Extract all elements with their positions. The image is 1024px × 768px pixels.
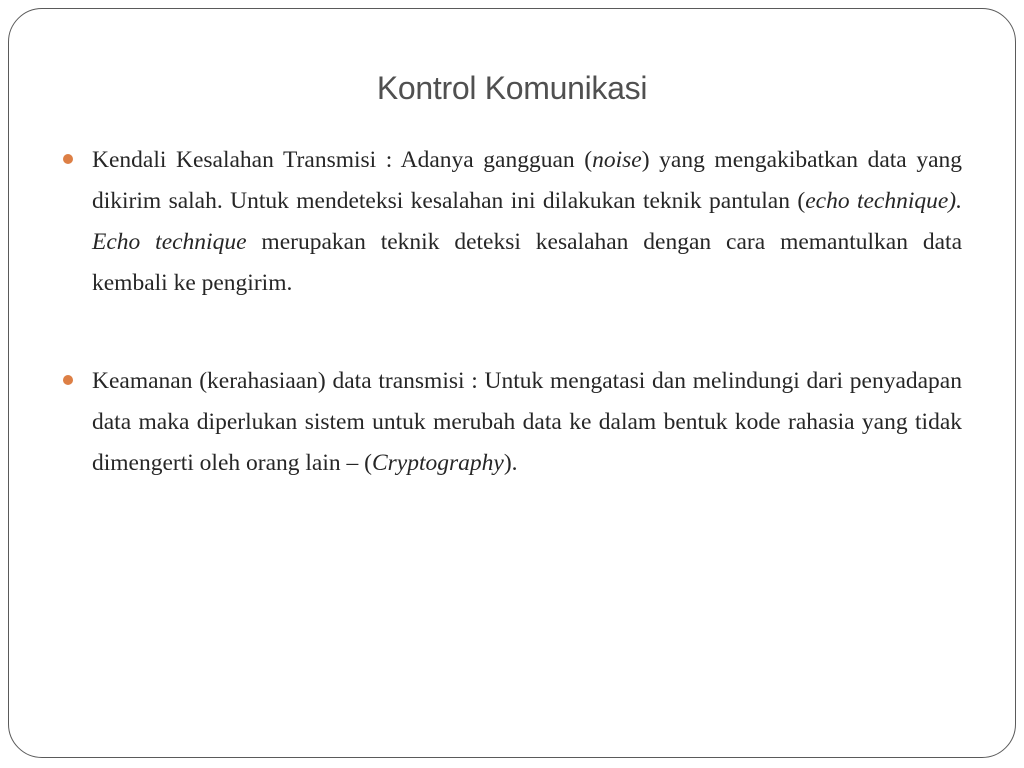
bullet-dot-icon bbox=[63, 375, 73, 385]
bullet-text: ) yang mengakibatkan data yang dikirim salah. Untuk mendeteksi kesalahan ini dilakukan teknik pantulan ( bbox=[92, 147, 963, 214]
bullet-transmission-error-control bbox=[92, 140, 962, 304]
slide-title: Kontrol Komunikasi bbox=[376, 70, 648, 106]
bullet-list bbox=[92, 140, 962, 484]
bullet-italic-term: noise bbox=[592, 147, 642, 173]
bullet-italic-term: echo technique). Echo technique bbox=[92, 188, 962, 255]
bullet-dot-icon bbox=[63, 154, 73, 164]
bullet-text: Keamanan (kerahasiaan) data transmisi : Untuk mengatasi dan melindungi dari penyadapan data maka diperlukan sistem untuk merubah data ke dalam bentuk kode rahasia yang tidak dimengerti oleh orang lain – ( bbox=[92, 368, 962, 476]
bullet-text: Kendali Kesalahan Transmisi : Adanya gangguan ( bbox=[92, 147, 593, 173]
bullet-text: ). bbox=[503, 450, 518, 476]
bullet-text: merupakan teknik deteksi kesalahan dengan cara memantulkan data kembali ke pengirim. bbox=[92, 229, 962, 296]
bullet-italic-term: Cryptography bbox=[371, 450, 504, 476]
bullet-transmission-security bbox=[92, 361, 962, 484]
